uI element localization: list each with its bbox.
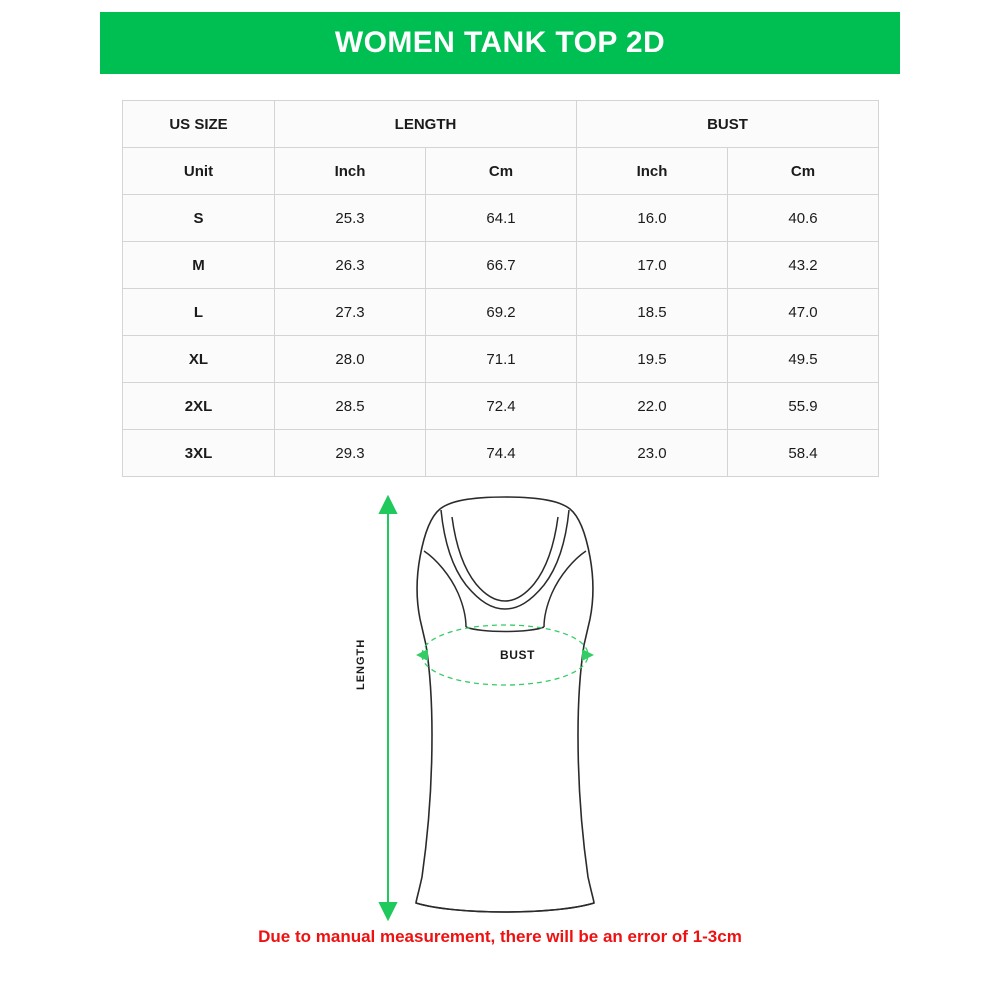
row-length-cm: 64.1 [426,195,577,242]
row-bust-inch: 22.0 [577,383,728,430]
header-banner [100,12,900,74]
header-length: LENGTH [275,101,577,148]
row-bust-inch: 16.0 [577,195,728,242]
unit-label: Unit [123,148,275,195]
row-length-cm: 71.1 [426,336,577,383]
row-length-cm: 72.4 [426,383,577,430]
measurement-disclaimer: Due to manual measurement, there will be an error of 1-3cm [258,927,742,946]
table-row [123,289,879,336]
row-length-inch: 28.0 [275,336,426,383]
row-bust-cm: 47.0 [728,289,879,336]
size-chart-table [122,100,879,477]
row-length-inch: 29.3 [275,430,426,477]
unit-length-inch: Inch [275,148,426,195]
row-size: M [123,242,275,289]
row-bust-inch: 18.5 [577,289,728,336]
row-size: 2XL [123,383,275,430]
row-size: XL [123,336,275,383]
unit-bust-inch: Inch [577,148,728,195]
row-bust-cm: 43.2 [728,242,879,289]
table-row [123,195,879,242]
table-unit-row [123,148,879,195]
table-row [123,383,879,430]
row-length-inch: 28.5 [275,383,426,430]
row-bust-inch: 19.5 [577,336,728,383]
row-length-cm: 74.4 [426,430,577,477]
row-length-inch: 25.3 [275,195,426,242]
row-bust-inch: 23.0 [577,430,728,477]
unit-bust-cm: Cm [728,148,879,195]
row-bust-cm: 49.5 [728,336,879,383]
header-bust: BUST [577,101,879,148]
header-us-size: US SIZE [123,101,275,148]
page-title: WOMEN TANK TOP 2D [334,26,666,59]
row-length-cm: 66.7 [426,242,577,289]
length-measure-label: LENGTH [355,638,367,690]
row-bust-cm: 58.4 [728,430,879,477]
tank-top-outline [416,497,594,912]
length-measure-arrow [380,497,396,919]
row-size: 3XL [123,430,275,477]
table-group-header-row [123,101,879,148]
row-bust-cm: 40.6 [728,195,879,242]
row-bust-inch: 17.0 [577,242,728,289]
row-bust-cm: 55.9 [728,383,879,430]
row-length-inch: 26.3 [275,242,426,289]
table-row [123,242,879,289]
row-length-cm: 69.2 [426,289,577,336]
row-size: S [123,195,275,242]
table-row [123,430,879,477]
table-row [123,336,879,383]
row-size: L [123,289,275,336]
row-length-inch: 27.3 [275,289,426,336]
bust-measure-label: BUST [500,648,536,662]
garment-diagram [340,495,670,925]
unit-length-cm: Cm [426,148,577,195]
